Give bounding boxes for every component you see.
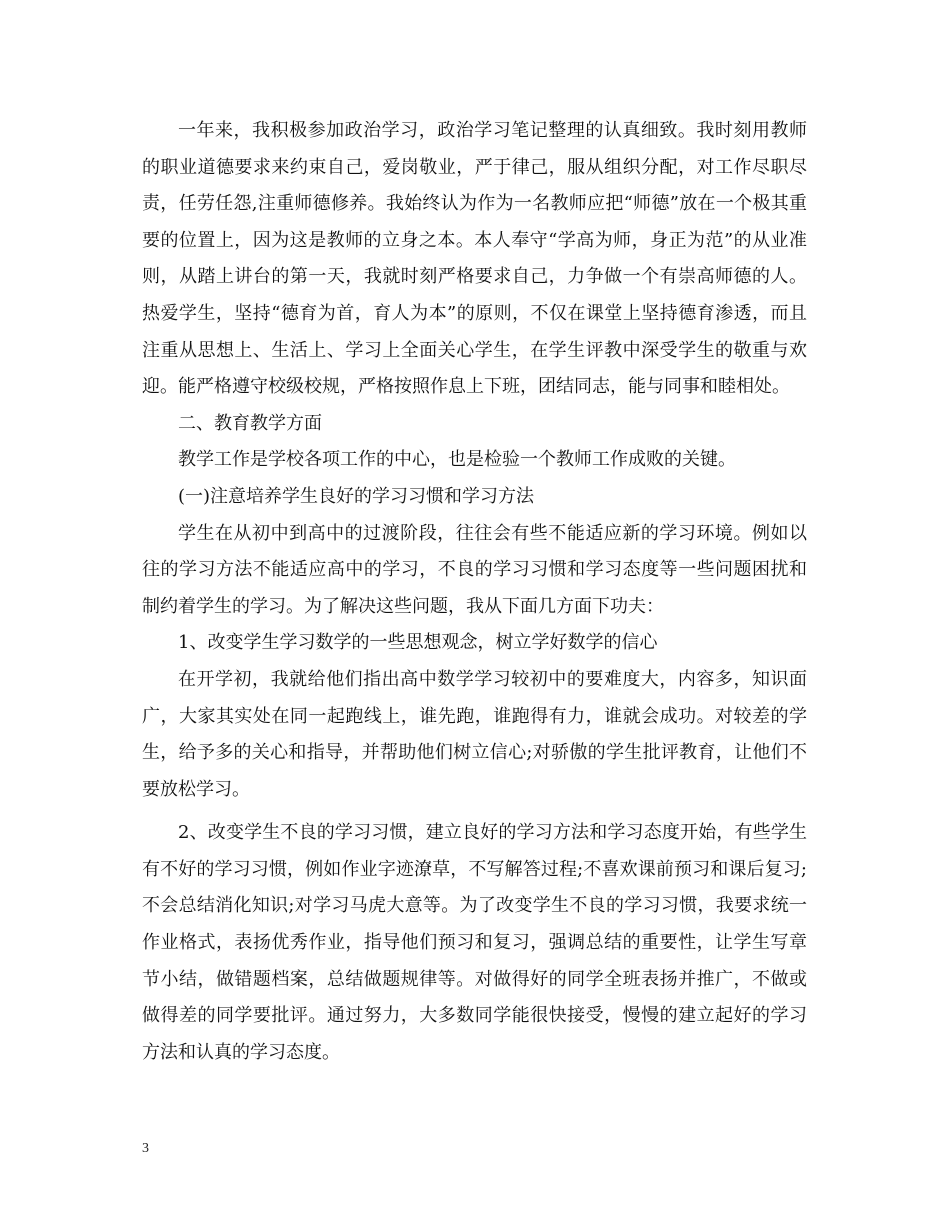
paragraph-transition-stage: 学生在从初中到高中的过渡阶段，往往会有些不能适应新的学习环境。例如以往的学习方法不能适应高中的学习，不良的学习习惯和学习态度等一些问题困扰和制约着学生的学习。为了解决这些问题，我从下面几方面下功夫： <box>142 522 807 617</box>
section-heading-teaching: 二、教育教学方面 <box>178 412 322 434</box>
paragraph-political-study: 一年来，我积极参加政治学习，政治学习笔记整理的认真细致。我时刻用教师的职业道德要求来约束自己，爱岗敬业，严于律己，服从组织分配，对工作尽职尽责，任劳任怨,注重师德修养。我始终认为作为一名教师应把“师德”放在一个极其重要的位置上，因为这是教师的立身之本。本人奉守“学高为师，身正为范”的从业准则，从踏上讲台的第一天，我就时刻严格要求自己，力争做一个有崇高师德的人。热爱学生，坚持“德育为首，育人为本”的原则，不仅在课堂上坚持德育渗透，而且注重从思想上、生活上、学习上全面关心学生，在学生评教中深受学生的敬重与欢迎。能严格遵守校级校规，严格按照作息上下班，团结同志，能与同事和睦相处。 <box>142 120 807 398</box>
subsection-heading-habits: (一)注意培养学生良好的学习习惯和学习方法 <box>178 485 535 507</box>
list-item-heading-1: 1、改变学生学习数学的一些思想观念，树立学好数学的信心 <box>178 632 658 654</box>
paragraph-semester-start: 在开学初，我就给他们指出高中数学学习较初中的要难度大，内容多，知识面广，大家其实处在同一起跑线上，谁先跑，谁跑得有力，谁就会成功。对较差的学生，给予多的关心和指导，并帮助他们树立信心;对骄傲的学生批评教育，让他们不要放松学习。 <box>142 668 807 800</box>
paragraph-bad-habits: 2、改变学生不良的学习习惯，建立良好的学习方法和学习态度开始，有些学生有不好的学习习惯，例如作业字迹潦草，不写解答过程;不喜欢课前预习和课后复习;不会总结消化知识;对学习马虎大意等。为了改变学生不良的学习习惯，我要求统一作业格式，表扬优秀作业，指导他们预习和复习，强调总结的重要性，让学生写章节小结，做错题档案，总结做题规律等。对做得好的同学全班表扬并推广，不做或做得差的同学要批评。通过努力，大多数同学能很快接受，慢慢的建立起好的学习方法和认真的学习态度。 <box>142 822 807 1063</box>
paragraph-teaching-core: 教学工作是学校各项工作的中心，也是检验一个教师工作成败的关键。 <box>178 449 736 471</box>
page-number: 3 <box>142 1141 149 1156</box>
document-body <box>142 113 807 1071</box>
